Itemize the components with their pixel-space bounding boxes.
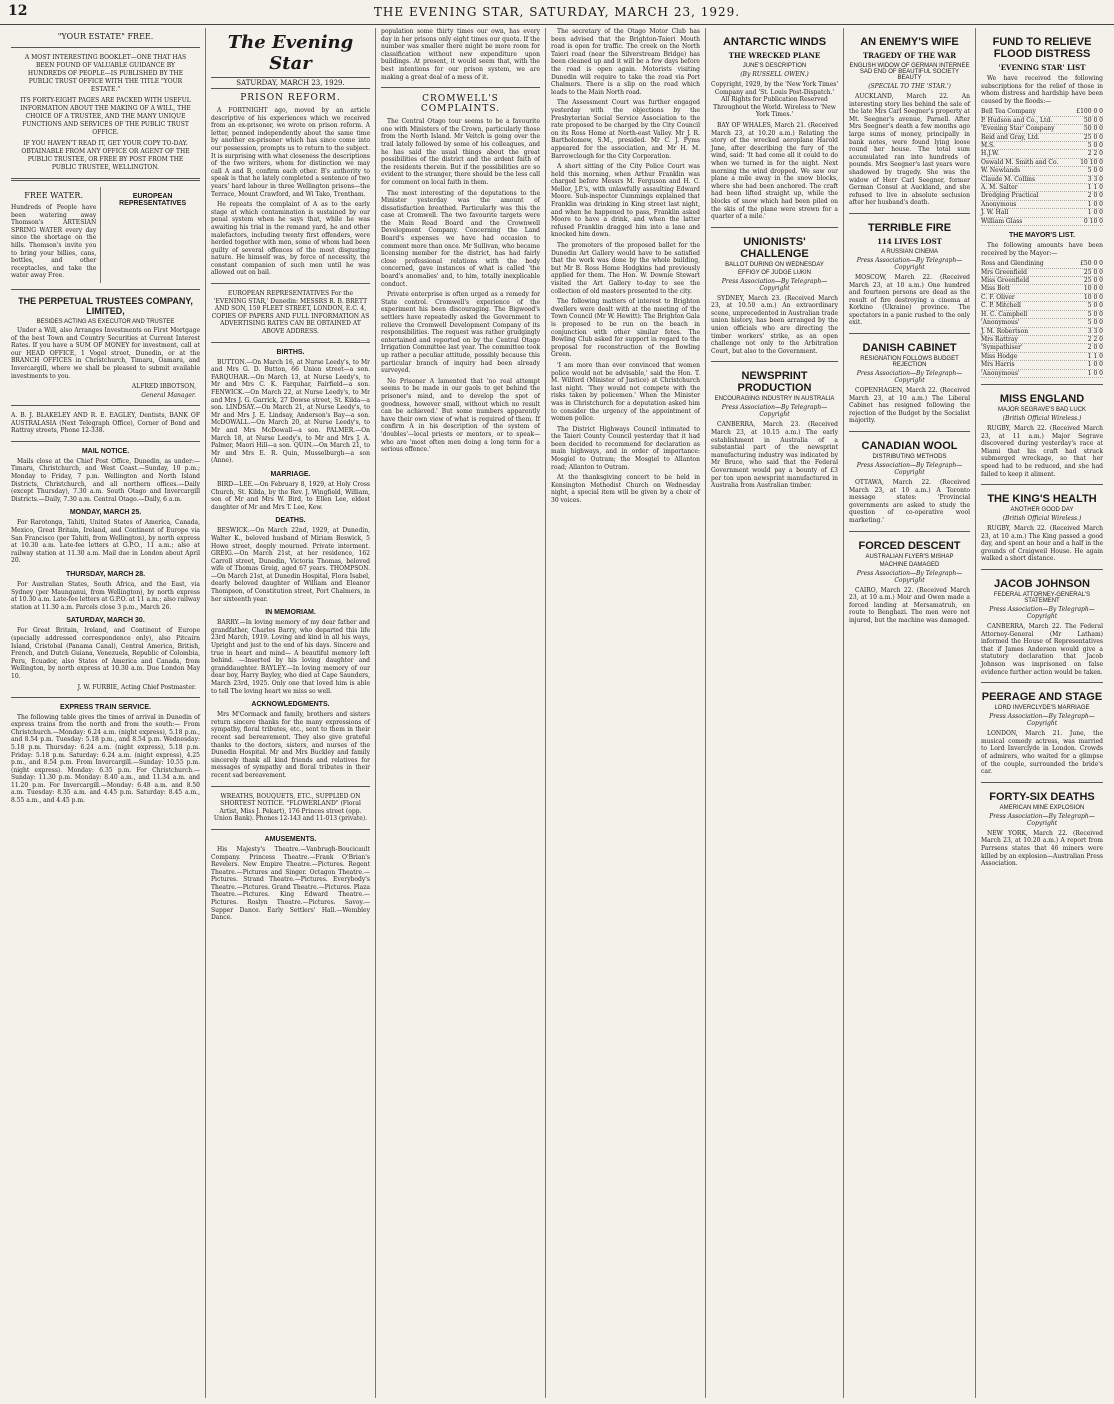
express-train-title: EXPRESS TRAIN SERVICE. (60, 703, 151, 711)
subscription-amount: 5 0 0 (1087, 319, 1103, 327)
enemy-wife-subhead-2: ENGLISH WIDOW OF GERMAN INTERNEE SAD END OF BEAUTIFUL SOCIETY BEAUTY (849, 63, 970, 81)
subscriber-name: Miss Hodge (981, 352, 1018, 360)
leader-p2: He repeats the complaint of A as to the early stage at which contamination is sustained by our penal system when he says that, while he was awaiting his trial in the remand yard, he and other malefactors, including twenty first offenders, were herded together with men, some of whom had been guilty of several offences of the most disgusting nature. He himself was, by force of necessity, the constant companion of such men until he was allowed out on bail. (211, 201, 370, 277)
perpetual-signature: ALFRED IBBOTSON, (131, 383, 196, 391)
acknowledgments-body: Mrs M'Cormack and family, brothers and sisters return sincere thanks for the many expressions of sympathy, floral tributes, etc., sent to them in their recent sad bereavement. They also give grateful thanks to the doctors, sisters, and nurses of the Dunedin Hospital. Mr and Mrs Buckley and family sincerely thank all kind friends and relatives for messages of sympathy and floral tributes in their recent sad bereavement. (211, 711, 370, 779)
mail-signature: J. W. FURBIE, Acting Chief Postmaster. (77, 683, 196, 691)
kings-health-body: RUGBY, March 22. (Received March 23, at 10 a.m.) The King passed a good day, and spent an hour and a half in the grounds of Craigweil House. He again walked a short distance. (981, 525, 1103, 563)
terrible-fire-subhead-2: A RUSSIAN CINEMA (880, 248, 938, 255)
newsprint-subhead: ENCOURAGING INDUSTRY IN AUSTRALIA (714, 396, 835, 403)
jacob-johnson-credit: Press Association—By Telegraph—Copyright (989, 606, 1095, 621)
terrible-fire-headline: TERRIBLE FIRE (867, 221, 952, 234)
forced-descent-headline: FORCED DESCENT (858, 539, 961, 552)
your-estate-ad-p2: ITS FORTY-EIGHT PAGES ARE PACKED WITH USEFUL INFORMATION ABOUT THE MAKING OF A WILL, THE CHOICE OF A TRUSTEE, AND THE MANY UNIQUE FUNCTIONS AND SERVICES OF THE PUBLIC TRUST OFFICE. (20, 97, 191, 136)
your-estate-ad-p3: IF YOU HAVEN'T READ IT, GET YOUR COPY TO-DAY. OBTAINABLE FROM ANY OFFICE OR AGENT OF THE PUBLIC TRUSTEE, OR FREE BY POST FROM THE PUBLIC TRUSTEE, WELLINGTON. (21, 140, 190, 171)
subscriber-name: Ross and Glendining (981, 260, 1044, 268)
miss-england-body: RUGBY, March 22. (Received March 23, at 11 a.m.) Major Segrave discovered during yesterday's race at Miami that his craft had struck submerged wreckage, so that her speed had to be reduced, and she had failed to keep it aliment. (981, 424, 1103, 478)
danish-cabinet-subhead: RESIGNATION FOLLOWS BUDGET REJECTION (860, 356, 959, 369)
editorial-date: SATURDAY, MARCH 23, 1929. (211, 77, 370, 89)
dentist-ad: A. B. J. BLAKELEY AND R. E. EAGLEY, Dentists, BANK OF AUSTRALASIA (Next Telegraph Office), Corner of Bond and Rattray streets, Phone 12-338. (11, 412, 200, 435)
newsprint-body: CANBERRA, March 23. (Received March 23, at 10.15 a.m.) The early establishment in Australia of a substantial part of the newsprint manufacturing industry was indicated by Mr Bruce, who said that the Federal Government would pay a bounty of £3 per ton upon newsprint manufactured in Australia from Australian timber. (711, 421, 838, 490)
mayor-list-row (981, 277, 1103, 285)
subscription-amount: 1 0 0 (1087, 200, 1103, 208)
subscriber-name: M.S. (981, 142, 995, 149)
column-2 (206, 28, 376, 1398)
subscription-amount: 10 10 0 (1080, 158, 1103, 166)
terrible-fire-credit: Press Association—By Telegraph—Copyright (856, 256, 963, 271)
flood-fund-row (981, 201, 1103, 209)
highways-note: The District Highways Council intimated to the Taieri County Council yesterday that it had been decided to recommend for declaration as main highways, and in order of importance: Mosgiel to Outram; the Mosgiel to Allanton road; Allanton to Outram. (551, 425, 700, 471)
subscription-amount: 2 2 0 (1087, 150, 1103, 158)
danish-cabinet-headline: DANISH CABINET (862, 342, 957, 355)
canadian-wool-body: OTTAWA, March 22. (Received March 23, at 10 a.m.) A Toronto message states: 'Provincial governments are asked to study the question of co-operative wool marketing.' (849, 479, 970, 524)
subscription-amount: 1 0 0 (1087, 209, 1103, 217)
memoriam-title: IN MEMORIAM. (265, 609, 316, 617)
brighton-note: The following matters of interest to Brighton dwellers were dealt with at the meeting of the Town Council (Mr W. Hewitt): The Brighton Gala is proposed to be run on the beach in conjunction with other similar fetes. The Bowling Club asked for support in regard to the proposal for reconstruction of the Bowling Green. (551, 298, 700, 359)
subscription-amount: 50 0 0 (1083, 125, 1103, 133)
subscriber-name: 'Evening Star' Company (981, 125, 1055, 133)
subscriber-name: Bell Tea Company (981, 108, 1036, 116)
forced-descent-subhead-2: MACHINE DAMAGED (879, 561, 940, 568)
flood-fund-row (981, 159, 1103, 167)
mail-thursday-heading: THURSDAY, MARCH 28. (65, 571, 146, 578)
flood-fund-row (981, 218, 1103, 226)
column-4 (546, 28, 706, 1398)
subscription-amount: 2 0 0 (1087, 192, 1103, 200)
concert-note: At the thanksgiving concert to be held in Kensington Methodist Church on Wednesday night, a special item will be given by a choir of 30 voices. (551, 474, 700, 505)
unionists-headline: UNIONISTS' CHALLENGE (740, 235, 809, 260)
women-police-note: 'I am more than ever convinced that women police would not be advisable,' said the Hon. T. M. Wilford (Minister of Justice) at Christchurch last night. 'They would not compete with the risks taken by policemen.' When the Minister was in Christchurch for a deputation asked him to consider the urgency of the appointment of women police. (551, 361, 700, 423)
danish-cabinet-body: COPENHAGEN, March 22. (Received March 23, at 10 a.m.) The Liberal Cabinet has resigned following the rejection of the Budget by the Socialist majority. (849, 387, 970, 425)
flood-fund-row (981, 108, 1103, 116)
kings-health-headline: THE KING'S HEALTH (987, 493, 1097, 506)
mayor-list (981, 260, 1103, 378)
leader-title: PRISON REFORM. (240, 93, 341, 103)
jacob-johnson-body: CANBERRA, March 22. The Federal Attorney-General (Mr Latham) informed the House of Representatives that if James Anderson would give a statutory declaration that Jacob Johnson was imprisoned on false evidence further action would be taken. (981, 623, 1103, 676)
miss-england-headline: MISS ENGLAND (999, 392, 1085, 405)
mayor-list-row (981, 336, 1103, 344)
subscription-amount: 3 3 0 (1087, 175, 1103, 183)
antarctic-byline: (By RUSSELL OWEN.) (740, 71, 809, 78)
mayor-list-intro: The following amounts have been received by the Mayor:— (981, 242, 1103, 257)
subscriber-name: Mrs Rattray (981, 335, 1018, 343)
subscriber-name: J. M. Robertson (981, 327, 1029, 335)
mail-saturday-body: For Great Britain, Ireland, and Continent of Europe (specially addressed correspondence only), also Pitcairn Island, Cristobal (Panama Canal), Central America, British, French, and Dutch Guiana, Venezuela, Republic of Colombia, Peru, Ecuador, also States of America and Canada, from Wellington, by north express at 10.30 a.m. Due London May 10. (11, 627, 200, 680)
subscription-amount: 10 0 0 (1083, 293, 1103, 301)
enemy-wife-headline: AN ENEMY'S WIFE (860, 36, 959, 48)
antarctic-headline: ANTARCTIC WINDS (722, 36, 827, 48)
your-estate-ad-title: "YOUR ESTATE" FREE. (57, 32, 154, 41)
subscription-amount: 5 0 0 (1087, 167, 1103, 175)
perpetual-sub: BESIDES ACTING AS EXECUTOR AND TRUSTEE (36, 318, 175, 325)
mayor-list-row (981, 311, 1103, 319)
police-court-note: A short sitting of the City Police Court was held this morning, when Arthur Franklin was charged before Messrs M. Ferguson and H. C. Mellor, J.P.'s, with unlawfully assaulting Edward Moore. Sub-inspector Cummings explained that Franklin was drinking in King street last night, and when he happened to pass, Franklin asked Moore to have a drink, and when the latter refused Franklin dragged him into a lane and knocked him down. (551, 163, 700, 239)
acknowledgments-title: ACKNOWLEDGMENTS. (251, 701, 330, 709)
subscriber-name: 'Anonymous' (981, 319, 1020, 327)
subscriber-name: Miss Greenfield (981, 277, 1030, 285)
peerage-subhead: LORD INVERCLYDE'S MARRIAGE (994, 705, 1090, 712)
subscriber-name: Anonymous (981, 200, 1017, 208)
columns (6, 28, 1108, 1398)
mail-monday-body: For Rarotonga, Tahiti, United States of America, Canada, Mexico, Great Britain, Ireland, and Continent of Europe via San Francisco (per Tahiti, from Wellington), by north express at 10.30 a.m. Late-fee letters at G.P.O., 11 a.m.; also at railway station at 11.30 a.m. Mail due in London about April 20. (11, 519, 200, 565)
flood-fund-subhead: 'EVENING STAR' LIST (998, 63, 1086, 72)
art-gallery-note: The promoters of the proposed ballet for the Dunedin Art Gallery would have to be satisfied that the work was done by the whole building, but Mr B. Ross Home Hodgkins had previously applied for them. The Hon. W. Downie Stewart visited the Art Gallery to-day to see the collection of old masters presented to the city. (551, 242, 700, 295)
canadian-wool-subhead: DISTRIBUTING METHODS (872, 454, 947, 461)
enemy-wife-credit: (SPECIAL TO THE 'STAR.') (868, 83, 951, 90)
mayor-list-row (981, 269, 1103, 277)
enemy-wife-subhead: TRAGEDY OF THE WAR (862, 51, 957, 60)
peerage-headline: PEERAGE AND STAGE (981, 691, 1103, 704)
mayor-list-title: THE MAYOR'S LIST. (1009, 232, 1075, 240)
kings-health-credit: (British Official Wireless.) (1002, 515, 1082, 523)
forced-descent-body: CAIRO, March 22. (Received March 23, at 10 a.m.) Moir and Owen made a forced landing at Mersamatruh, en route to Benghazi. The men were not injured, but the machine was damaged. (849, 586, 970, 624)
subscription-amount: 5 0 0 (1087, 142, 1103, 149)
flood-fund-headline: FUND TO RELIEVE FLOOD DISTRESS (992, 36, 1092, 60)
cromwell-p4: No Prisoner A lamented that 'no real attempt seems to be made in our gaols to get behind the prisoner's mind, and to develop the spot of goodness, however small, without which no result can be achieved.' But some numbers apparently have their own view of what is required of them. If confirm A in his description of the system of 'doubles'—local priests or mentors, or to speak—who are 'most often men doing a long term for a serious offence.' (381, 377, 540, 454)
births-body: BUTTON.—On March 16, at Nurse Leedy's, to Mr and Mrs G. D. Button, 66 Union street—a son. FARQUHAR.—On March 13, at Nurse Leedy's, to Mr and Mrs C. K. Farquhar, Fairfield—a son. FENWICK.—On March 22, at Nurse Leedy's, to Mr and Mrs J. G. Garrick, 27 Dowse street, St. Kilda—a son. LINDSAY.—On March 21, at Nurse Leedy's, to Mr and Mrs J. E. Lindsay, Anderson's Bay—a son. McDOWALL.—On March 20, at Nurse Leedy's, to Mr and Mrs McDowall—a son. PALMER.—On March 18, at Nurse Leedy's, to Mr and Mrs J. A. Palmer, Maori Hill—a son. QUIN.—On March 21, to Mr and Mrs E. R. Quin, Musselburgh—a son (Anne). (211, 358, 370, 465)
flood-fund-row (981, 125, 1103, 133)
flood-fund-row (981, 176, 1103, 184)
subscriber-name: H.J.W. (981, 150, 1000, 158)
free-water-body: Hundreds of People have been watering away Thomson's ARTESIAN SPRING WATER every day since the shortage on the hills. Thomson's invite you to bring your billies, cans, bottles, and other receptacles, and take the water away Free. (11, 204, 97, 280)
subscription-amount: 1 1 0 (1087, 352, 1103, 360)
forced-descent-subhead: AUSTRALIAN FLYER'S MISHAP (865, 553, 954, 560)
column-6 (844, 28, 976, 1398)
subscriber-name: J. W. Hall (981, 209, 1009, 217)
mayor-list-row (981, 294, 1103, 302)
mayor-list-row (981, 361, 1103, 369)
danish-cabinet-credit: Press Association—By Telegraph—Copyright (856, 370, 963, 385)
flood-fund-row (981, 184, 1103, 192)
your-estate-ad-p1: A MOST INTERESTING BOOKLET—ONE THAT HAS BEEN FOUND OF VALUABLE GUIDANCE BY HUNDREDS OF PEOPLE—IS PUBLISHED BY THE PUBLIC TRUST OFFICE WITH THE TITLE "YOUR ESTATE." (24, 54, 187, 93)
flood-fund-row (981, 150, 1103, 158)
subscriber-name: Miss Bott (981, 285, 1010, 293)
subscription-amount: 0 10 0 (1083, 217, 1103, 225)
prison-continued: population some thirty times our own, has every day in her prisons only eight times our quota. If the number was smaller there might be more room for classification without new expenditure upon buildings. At present, it would seem that, with the best intentions for our prison system, we are making a great deal of a mess of it. (381, 28, 540, 81)
wreaths-ad: WREATHS, BOUQUETS, ETC., SUPPLIED ON SHORTEST NOTICE. "FLOWERLAND" (Floral Artist, Miss J. Pekart), 176 Princes street (opp. Union Bank). Phones 12-143 and 11-013 (private). (213, 792, 368, 823)
subscription-amount: 25 0 0 (1083, 133, 1103, 141)
antarctic-subhead-2: JUNE'S DESCRIPTION (742, 63, 807, 69)
forced-descent-credit: Press Association—By Telegraph—Copyright (856, 569, 963, 584)
antarctic-body: BAY OF WHALES, March 21. (Received March 23, at 10.20 a.m.) Relating the story of the wrecked aeroplane Harold June, after describing the fury of the wind, said: 'It had come all it could to do when we turned in for the night. Next morning the wind dropped. We saw our plane a mile away in the snow blocks, where she had been anchored. The craft had been lifted straight up, while the blocks of snow which had been piled on the skis of the plane were strewn for a quarter of a mile.' (711, 121, 838, 221)
kings-health-subhead: ANOTHER GOOD DAY (1010, 507, 1074, 514)
masthead-title: THE EVENING STAR, SATURDAY, MARCH 23, 1929. (373, 5, 741, 19)
subscriber-name: P. Hudson and Co., Ltd. (981, 116, 1053, 124)
perpetual-signature-title: General Manager. (141, 392, 196, 400)
jacob-johnson-headline: JACOB JOHNSON (994, 578, 1090, 591)
subscriber-name: Claude M. Collins (981, 175, 1036, 183)
mail-saturday-heading: SATURDAY, MARCH 30. (66, 617, 145, 625)
subscription-amount: 1 0 0 (1087, 369, 1103, 377)
amusements-body: His Majesty's Theatre.—Vanbrugh-Boucicault Company. Princess Theatre.—Frank O'Brian's Revelers. New Empire Theatre.—Pictures. Regent Theatre.—Pictures and Singer. Octagon Theatre.—Pictures. Strand Theatre.—Pictures. Everybody's Theatre.—Pictures. Grand Theatre.—Pictures. Plaza Theatre.—Pictures. King Edward Theatre.—Pictures. Roslyn Theatre.—Pictures. Savoy.—Supper Dance. Early Settlers' Hall.—Wembley Dance. (211, 845, 370, 922)
cromwell-p2: The most interesting of the deputations to the Minister yesterday was the amount of dissatisfaction breathed. Particularly was this the case at Cromwell. The two favourite targets were the Main Road Board and the Crownwell Development Company. Concerning the Land Board's expenses we have had occasion to comment more than once. Mr Sullivan, who became licensing member for the district, has had fairly close professional relations with the body concerned, gave instances of what is called 'the board's anomalies' and, to him, totally inexplicable conduct. (381, 189, 540, 288)
amusements-title: AMUSEMENTS. (264, 835, 317, 843)
subscription-amount: 3 3 0 (1087, 327, 1103, 335)
mayor-list-row (981, 328, 1103, 336)
flood-fund-row (981, 142, 1103, 150)
subscription-amount: 25 0 0 (1083, 277, 1103, 285)
mayor-list-row (981, 319, 1103, 327)
mayor-list-row (981, 260, 1103, 268)
subscription-amount: 1 1 0 (1087, 184, 1103, 192)
subscription-amount: 50 0 0 (1083, 116, 1103, 124)
canadian-wool-headline: CANADIAN WOOL (861, 440, 958, 453)
subscriber-name: C. P. Mitchell (981, 302, 1021, 310)
cromwell-p3: Private enterprise is often urged as a remedy for State control. Cromwell's experience of the experiment his been discouraging. The Bigwood's settlers have repeatedly asked the Government to relieve the Cromwell Development Company of its responsibilities. The request was rather grudgingly entertained and reported on by the Central Otago Irrigation Committee last year. The committee took up rather a peculiar attitude, possibly because this particular branch of inquiry had been already surveyed. (381, 291, 540, 375)
mail-thursday-body: For Australian States, South Africa, and the East, via Sydney (per Maunganui, from Wellington), by north express at 10.30 a.m. Late-fee letters at G.P.O. at 11 a.m.; also railway station at 11.30 a.m. Parcels close 3 p.m., March 26. (11, 581, 200, 611)
mayor-list-row (981, 285, 1103, 293)
subscription-amount: 10 0 0 (1083, 285, 1103, 293)
subscriber-name: Reid and Gray, Ltd. (981, 133, 1040, 141)
subscriber-name: Dredging Practical (981, 192, 1039, 200)
flood-fund-intro: We have received the following subscriptions for the relief of those in whom distress and hardship have been caused by the floods:— (981, 75, 1103, 105)
jacob-johnson-subhead: FEDERAL ATTORNEY-GENERAL'S STATEMENT (993, 592, 1091, 605)
subscriber-name: Oswald M. Smith and Co. (981, 158, 1059, 166)
masthead (0, 0, 1114, 25)
marriage-title: MARRIAGE. (270, 470, 311, 478)
subscriber-name: Mrs Greenfield (981, 268, 1027, 276)
column-5 (706, 28, 844, 1398)
perpetual-body: Under a Will, also Arranges Investments on First Mortgage of the best Town and Country Securities at Current Interest Rates. If you have a SUM OF MONEY for investment, call at our HEAD OFFICE, 1 Vogel street, Dunedin, or at the BRANCH OFFICES in Christchurch, Timaru, Oamaru, and Invercargill, where we shall be pleased to submit available investments to you. (11, 326, 200, 380)
subscription-amount: 5 0 0 (1087, 302, 1103, 310)
subscriber-name: William Glass (981, 217, 1023, 225)
subscriber-name: C. F. Oliver (981, 293, 1015, 301)
subscriber-name: A. M. Salter (981, 184, 1018, 192)
column-7 (976, 28, 1108, 1398)
newsprint-credit: Press Association—By Telegraph—Copyright (721, 404, 828, 419)
cromwell-title: CROMWELL'S COMPLAINTS. (420, 94, 501, 115)
unionists-subhead: BALLOT DURING ON WEDNESDAY (725, 261, 824, 268)
subscription-amount: 5 0 0 (1087, 310, 1103, 318)
terrible-fire-body: MOSCOW, March 22. (Received March 23, at 10 a.m.) One hundred and fourteen persons are dead as the result of fire destroying a cinema at Korkino (Ukraine) province. The spectators in a panic rushed to the only exit. (849, 273, 970, 327)
deaths-notice-title: DEATHS. (275, 517, 306, 525)
subscription-amount: 2 2 0 (1087, 335, 1103, 343)
deaths-notice-body: BESWICK.—On March 22nd, 1929, at Dunedin, Walter K., beloved husband of Miriam Beswick, 5 Howe street, deeply mourned. Private interment. GREIG.—On March 21st, at her residence, 162 Carroll street, Dunedin, Victoria Thomas, beloved wife of Thomas Greig, aged 67 years. THOMPSON.—On March 21st, at Dunedin Hospital, Flora Isabel, dearly beloved daughter of William and Eleanor Thompson, of Constitution street, Port Chalmers, in her sixteenth year. (211, 527, 370, 603)
miss-england-subhead: MAJOR SEGRAVE'S BAD LUCK (997, 406, 1087, 413)
enemy-wife-body: AUCKLAND, March 22. An interesting story lies behind the sale of the late Mrs Carl Seegner's property at Mt. Seegner's avenue, Parnell. After Mrs Seegner's death a few months ago large sums of money, principally in bank notes, were found lying loose round her house. The total sum accumulated ran into hundreds of pounds. Mrs Seegner's last years were shadowed by tragedy. She was the widow of Herr Carl Seegner, former German Consul at Auckland, and she refused to live in absolute seclusion after her husband's death. (849, 93, 970, 207)
column-3 (376, 28, 546, 1398)
mayor-list-row (981, 302, 1103, 310)
subscription-amount: 2 0 0 (1087, 344, 1103, 352)
nameplate: The Evening Star (227, 32, 354, 74)
assessment-court-note: The Assessment Court was further engaged yesterday with the objections by the Presbyterian Social Service Association to the rate proposed to be charged by the City Council on its Ross Home at North-east Valley. Mr J. R. Bartholomew, S.M., presided. Mr C. J. Pyms appeared for the association, and Mr H. M. Barrowclough for the City Corporation. (551, 99, 700, 160)
forty-six-deaths-body: NEW YORK, March 22. (Received March 23, at 10.20 a.m.) A report from Parrsens states that 46 miners were killed by an explosion—Australian Press Association. (981, 829, 1103, 868)
cromwell-p1: The Central Otago tour seems to be a favourite one with Ministers of the Crown, particularly those from the North Island. Mr Veitch is going over the trail lately followed by some of his colleagues, and he has said the usual things about the great possibilities of the district and the ardent faith of the residents therein. But if the possibilities are so evident to the stranger, there should be the less call for comment on local faith in them. (381, 118, 540, 186)
antarctic-subhead: THE WRECKED PLANE (728, 51, 821, 60)
subscriber-name: 'Sympathiser' (981, 344, 1023, 352)
subscriber-name: Mrs Harris (981, 361, 1015, 369)
unionists-subhead-2: EFFIGY OF JUDGE LUKIN (738, 269, 811, 276)
european-representatives: EUROPEAN REPRESENTATIVES For the 'EVENING STAR,' Dunedin: MESSRS R. B. BRETT AND SON, 159 FLEET STREET, LONDON, E.C. 4, COPIES OF PAPERS AND FULL INFORMATION AS ADVERTISING RATES CAN BE OBTAINED AT ABOVE ADDRESS. (211, 290, 370, 336)
otago-motor-note: The secretary of the Otago Motor Club has been advised that the Brighton-Taieri Mouth road is open for traffic. The creek on the North Taieri road (near the Silverstream Bridge) has been cleaned up and it will be a few days before the road is open again. Motorists visiting Dunedin will require to take the road via Port Chalmers. There is a slip on the road which leads to the Main North road. (551, 28, 700, 96)
flood-fund-row (981, 209, 1103, 217)
unionists-credit: Press Association—By Telegraph—Copyright (721, 277, 828, 292)
peerage-body: LONDON, March 21. June, the musical comedy actress, was married to Lord Inverclyde in London. Crowds of admirers, who waited for a glimpse of the couple, surrounded the bride's car. (981, 730, 1103, 776)
mail-notice-title: MAIL NOTICE. (81, 447, 130, 455)
forty-six-deaths-headline: FORTY-SIX DEATHS (989, 790, 1095, 803)
canadian-wool-credit: Press Association—By Telegraph—Copyright (856, 462, 963, 477)
column-1: "YOUR ESTATE" FREE. A MOST INTERESTING BOOKLET—ONE THAT HAS BEEN FOUND OF VALUABLE GUIDANCE BY HUNDREDS OF PEOPLE—IS PUBLISHED BY THE PUBLIC TRUST OFFICE WITH THE TITLE "YOUR ESTATE." ITS FORTY-EIGHT PAGES ARE PACKED WITH USEFUL INFORMATION ABOUT THE MAKING OF A WILL, THE CHOICE OF A TRUSTEE, AND THE MANY UNIQUE FUNCTIONS AND SERVICES OF THE PUBLIC TRUST OFFICE. IF YOU HAVEN'T READ IT, GET YOUR COPY TO-DAY. OBTAINABLE FROM ANY OFFICE OR AGENT OF THE PUBLIC TRUSTEE, OR FREE BY POST FROM THE PUBLIC TRUSTEE, WELLINGTON. FREE WATER. Hundreds of People have been watering away Thomson's ARTESIAN SPRING WATER every day since the shortage on the hills. Thomson's invite you to bring your billies, cans, bottles, and other receptacles, and take the water away Free. EUROPEAN REPRESENTATIVES THE PERPETUAL TRUSTEES COMPANY, LIMITED, BESIDES ACTING AS EXECUTOR AND TRUSTEE Under a Will, also Arranges Investments on First Mortgage of the best Town and Country Securities at Current Interest Rates. If you have a SUM OF MONEY for investment, call at our HEAD OFFICE, 1 Vogel street, Dunedin, or at the BRANCH OFFICES in Christchurch, Timaru, Oamaru, and Invercargill, where we shall be pleased to submit available investments to you. ALFRED IBBOTSON, General Manager. A. B. J. BLAKELEY AND R. E. EAGLEY, Dentists, BANK OF AUSTRALASIA (Next Telegraph Office), Corner of Bond and Rattray streets, Phone 12-338. MAIL NOTICE. Mails close at the Chief Post Office, Dunedin, as under:— Timaru, Christchurch, and West Coast.—Sunday, 10 p.m.; Monday to Friday, 7 p.m. Wellington and North Island Districts, Christchurch, and all northern offices.—Daily (except Thursday), 7.30 a.m. South Otago and Invercargill Districts.—Daily, 7.30 a.m. Central Otago.—Daily, 6 a.m. MONDAY, MARCH 25. For Rarotonga, Tahiti, United States of America, Canada, Mexico, Great Britain, Ireland, and Continent of Europe via San Francisco (per Tahiti, from Wellington), by north express at 10.30 a.m. Late-fee letters at G.P.O., 11 a.m.; also at railway station at 11.30 a.m. Mail due in London about April 20. THURSDAY, MARCH 28. For Australian States, South Africa, and the East, via Sydney (per Maunganui, from Wellington), by north express at 10.30 a.m. Late-fee letters at G.P.O. at 11 a.m.; also railway station at 11.30 a.m. Parcels close 3 p.m., March 26. SATURDAY, MARCH 30. For Great Britain, Ireland, and Continent of Europe (specially addressed correspondence only), also Pitcairn Island, Cristobal (Panama Canal), Central America, British, French, and Dutch Guiana, Venezuela, Republic of Colombia, Peru, Ecuador, also States of America and Canada, from Wellington, by north express at 10.30 a.m. Due London May 10. J. W. FURBIE, Acting Chief Postmaster. EXPRESS TRAIN SERVICE. The following table gives the times of arrival in Dunedin of express trains from the north and from the south:— From Christchurch.—Monday: 6.24 a.m. (night express), 5.18 p.m., and 8.54 p.m. Tuesday: 5.18 p.m., and 8.54 p.m. Wednesday: 5.18 p.m. Thursday: 6.24 a.m. (night express), 5.18 p.m. Friday: 5.18 p.m. Saturday: 6.24 a.m. (night express), 4.25 p.m., and 8.54 p.m. From Invercargill.—Sunday: 10.55 p.m. (night express). Monday: 6.35 p.m. For Christchurch.—Sunday: 11.30 p.m. Monday: 8.40 a.m., and 11.34 a.m. and 11.20 p.m. For Invercargill.—Monday: 6.48 a.m. and 8.50 a.m. Tuesday: 8.35 a.m. and 4.45 p.m. Saturday: 8.45 a.m., 8.55 a.m., and 4.45 p.m. (6, 28, 206, 1398)
unionists-body: SYDNEY, March 23. (Received March 23, at 10.50 a.m.) An extraordinary scene, unprecedented in Australian trade union history, has been arranged by the union officials who are directing the timber workers' strike, as an open challenge not only to the Arbitration Court, but also to the Government. (711, 294, 838, 355)
subscriber-name: W. Newlands (981, 167, 1021, 175)
births-title: BIRTHS. (276, 348, 305, 356)
mail-notice-body: Mails close at the Chief Post Office, Dunedin, as under:— Timaru, Christchurch, and West Coast.—Sunday, 10 p.m.; Monday to Friday, 7 p.m. Wellington and North Island Districts, Christchurch, and all northern offices.—Daily (except Thursday), 7.30 a.m. South Otago and Invercargill Districts.—Daily, 7.30 a.m. Central Otago.—Daily, 6 a.m. (11, 457, 200, 503)
express-train-body: The following table gives the times of arrival in Dunedin of express trains from the north and from the south:— From Christchurch.—Monday: 6.24 a.m. (night express), 5.18 p.m., and 8.54 p.m. Tuesday: 5.18 p.m., and 8.54 p.m. Wednesday: 5.18 p.m. Thursday: 6.24 a.m. (night express), 5.18 p.m. Friday: 5.18 p.m. Saturday: 6.24 a.m. (night express), 4.25 p.m., and 8.54 p.m. From Invercargill.—Sunday: 10.55 p.m. (night express). Monday: 6.35 p.m. For Christchurch.—Sunday: 11.30 p.m. Monday: 8.40 a.m., and 11.34 a.m. and 11.20 p.m. For Invercargill.—Monday: 6.48 a.m. and 8.50 a.m. Tuesday: 8.35 a.m. and 4.45 p.m. Saturday: 8.45 a.m., 8.55 a.m., and 4.45 p.m. (11, 713, 200, 805)
free-water-title: FREE WATER. (24, 191, 83, 200)
subscription-amount: £50 0 0 (1080, 260, 1103, 268)
mayor-list-row (981, 370, 1103, 378)
newsprint-headline: NEWSPRINT PRODUCTION (737, 370, 812, 395)
antarctic-copyright: Copyright, 1929, by the 'New York Times' Company and 'St. Louis Post-Dispatch.' All Rights for Publication Reserved Throughout the World. Wireless to 'New York Times.' (711, 81, 838, 119)
flood-fund-row (981, 192, 1103, 200)
memoriam-body: BARRY.—In loving memory of my dear father and grandfather, Charles Barry, who departed this life 23rd March, 1919. Loving and kind in all his ways, Upright and just to the end of his days. Sincere and true in heart and mind— A beautiful memory left behind. —Inserted by his loving daughter and granddaughter. BAYLEY.—In loving memory of our dear boy, Harry Bayley, who died at Cape Saunders, March 23rd, 1925. Only one that loved him is able to tell The loving heart we miss so well. (211, 619, 370, 695)
subscription-amount: 1 0 0 (1087, 361, 1103, 369)
subscription-amount: 25 0 0 (1083, 268, 1103, 276)
marriage-body: BIRD—LEE.—On February 8, 1929, at Holy Cross Church, St. Kilda, by the Rev. J. Wingfield, William, son of Mr and Mrs W. Bird, to Ellen Lee, eldest daughter of Mr and Mrs T. Lee, Kew. (211, 480, 370, 511)
subscriber-name: 'Anonymous' (981, 369, 1020, 377)
flood-fund-row (981, 167, 1103, 175)
page-number: 12 (8, 3, 28, 19)
peerage-credit: Press Association—By Telegraph—Copyright (989, 713, 1095, 728)
flood-fund-row (981, 134, 1103, 142)
mayor-list-row (981, 344, 1103, 352)
subscriber-name: H. C. Campbell (981, 310, 1028, 318)
flood-fund-list (981, 108, 1103, 226)
flood-fund-row (981, 117, 1103, 125)
miss-england-credit: (British Official Wireless.) (1002, 414, 1082, 422)
subscription-amount: £100 0 0 (1076, 108, 1103, 116)
mayor-list-row (981, 353, 1103, 361)
leader-p1: A FORTNIGHT ago, moved by an article descriptive of his experiences which we received from an ex-prisoner, we wrote on prison reform. A letter, penned independently about the same time by another ex-prisoner which has since come into our possession, prompts us to return to the subject. It is surprising with what closeness the descriptions of the two writers, whom for distinction we may call A and B, confirm each other. B's authority to speak is that he lately completed a sentence of two years' hard labour in three Wellington prisons—the Terrace, Mount Crawford, and Wi Tako, Trentham. (211, 107, 370, 198)
terrible-fire-subhead: 114 LIVES LOST (877, 236, 942, 246)
forty-six-deaths-subhead: AMERICAN MINE EXPLOSION (999, 804, 1085, 811)
perpetual-title: THE PERPETUAL TRUSTEES COMPANY, LIMITED, (18, 295, 193, 316)
forty-six-deaths-credit: Press Association—By Telegraph—Copyright (989, 812, 1095, 827)
mail-monday-heading: MONDAY, MARCH 25. (69, 509, 142, 517)
